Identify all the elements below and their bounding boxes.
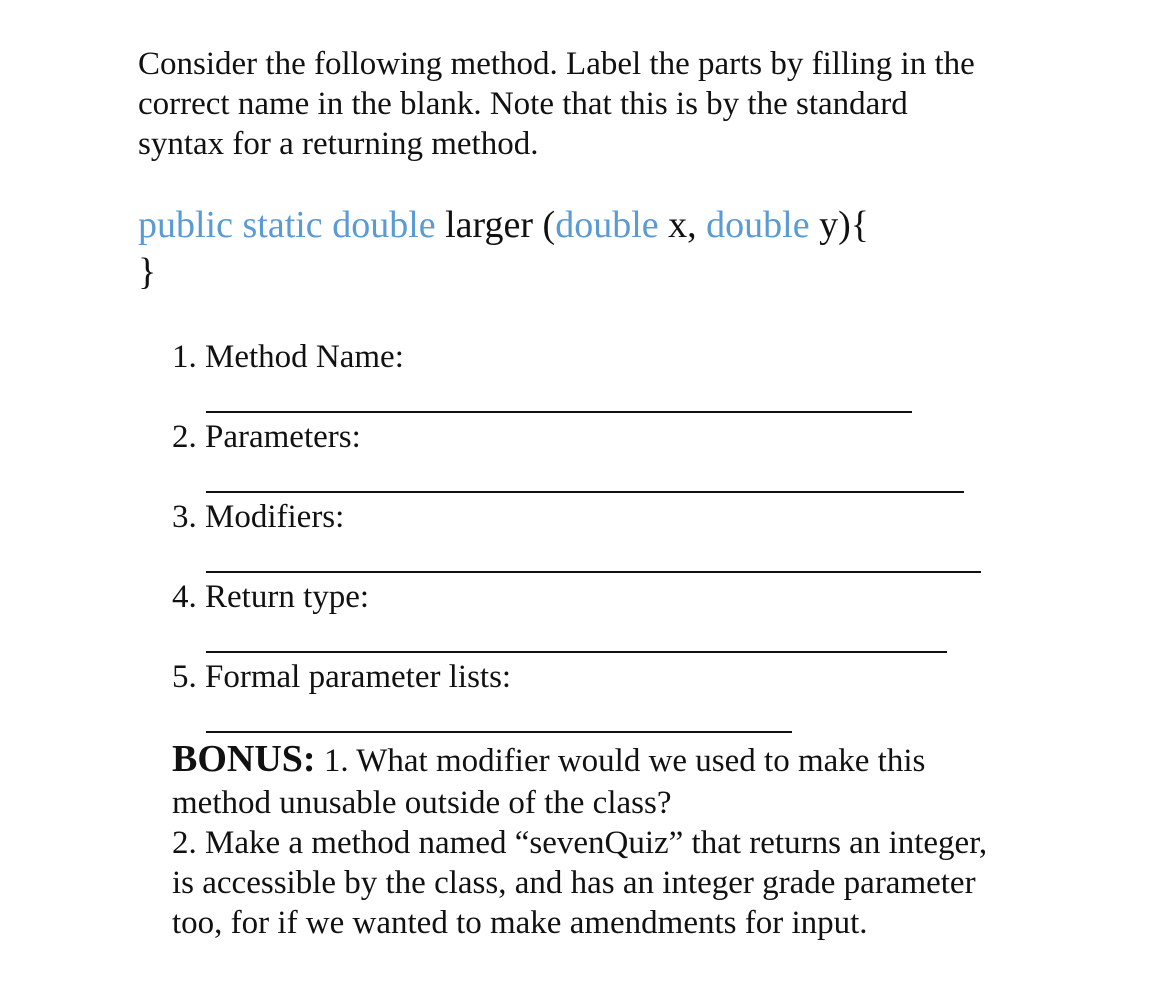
answer-blank-parameters[interactable] (206, 491, 964, 493)
question-modifiers: 3. Modifiers: (172, 499, 345, 535)
question-return-type: 4. Return type: (172, 579, 370, 615)
bonus-q2-line-2: is accessible by the class, and has an integer grade parameter (172, 865, 976, 901)
closing-brace: } (138, 251, 157, 293)
bonus-q2-line-3: too, for if we wanted to make amendments for input. (172, 905, 868, 941)
return-type-keyword: double (332, 204, 436, 246)
param2-type: double (706, 204, 810, 246)
modifiers-keywords: public static (138, 204, 323, 246)
bonus-q2-line-1: 2. Make a method named “sevenQuiz” that returns an integer, (172, 825, 988, 861)
answer-blank-formal-parameter-lists[interactable] (206, 731, 792, 733)
bonus-q1-line-2: method unusable outside of the class? (172, 785, 672, 821)
param2-name: y){ (819, 204, 869, 246)
param1-name: x, (668, 204, 697, 246)
bonus-section (172, 738, 1072, 944)
intro-line-1: Consider the following method. Label the parts by filling in the (138, 46, 975, 82)
question-parameters: 2. Parameters: (172, 419, 361, 455)
question-formal-parameter-lists: 5. Formal parameter lists: (172, 659, 512, 695)
answer-blank-modifiers[interactable] (206, 571, 981, 573)
question-method-name: 1. Method Name: (172, 339, 404, 375)
method-signature (138, 203, 869, 247)
bonus-q1-line-1 (172, 738, 1072, 782)
answer-blank-return-type[interactable] (206, 651, 947, 653)
answer-blank-method-name[interactable] (206, 411, 912, 413)
param1-type: double (555, 204, 659, 246)
bonus-label: BONUS: (172, 738, 316, 780)
intro-line-2: correct name in the blank. Note that this is by the standard (138, 86, 908, 122)
bonus-q1-text: 1. What modifier would we used to make this (323, 743, 926, 779)
method-name: larger (445, 204, 534, 246)
open-paren: ( (542, 204, 556, 246)
intro-paragraph (138, 44, 1038, 164)
intro-line-3: syntax for a returning method. (138, 126, 539, 162)
